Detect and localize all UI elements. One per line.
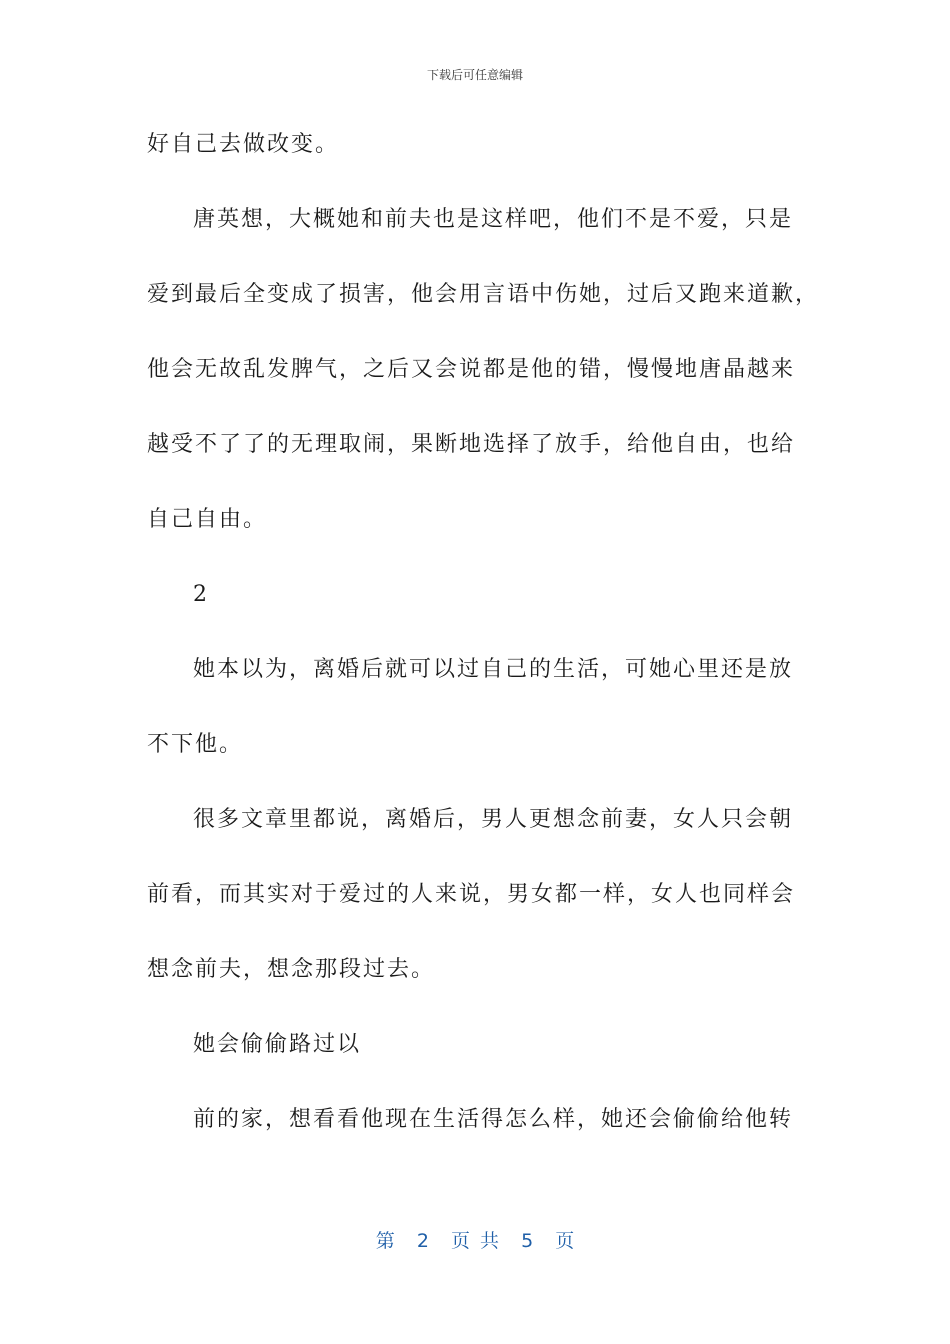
text-line: 前看，而其实对于爱过的人来说，男女都一样，女人也同样会 [147,882,796,907]
footer-ye-gong: 页 共 [450,1230,500,1252]
text-line: 她本以为，离婚后就可以过自己的生活，可她心里还是放 [193,657,794,682]
text-line: 前的家，想看看他现在生活得怎么样，她还会偷偷给他转 [193,1107,794,1132]
text-line: 她会偷偷路过以 [193,1032,362,1057]
footer-ye: 页 [555,1230,575,1252]
text-line: 想念前夫，想念那段过去。 [147,957,436,982]
text-line: 唐英想，大概她和前夫也是这样吧，他们不是不爱，只是 [193,207,794,232]
section-number: 2 [193,582,209,607]
footer-total-pages: 5 [521,1230,534,1252]
page-footer [0,1226,950,1253]
text-line: 很多文章里都说，离婚后，男人更想念前妻，女人只会朝 [193,807,794,832]
footer-di: 第 [375,1230,395,1252]
text-line: 不下他。 [147,732,244,757]
footer-current-page: 2 [416,1230,429,1252]
text-line: 他会无故乱发脾气，之后又会说都是他的错，慢慢地唐晶越来 [147,357,796,382]
header-note: 下载后可任意编辑 [426,68,523,82]
text-line: 自己自由。 [147,507,268,532]
text-line: 越受不了了的无理取闹，果断地选择了放手，给他自由，也给 [147,432,796,457]
text-line: 好自己去做改变。 [147,132,340,157]
text-line: 爱到最后全变成了损害，他会用言语中伤她，过后又跑来道歉， [147,282,820,307]
